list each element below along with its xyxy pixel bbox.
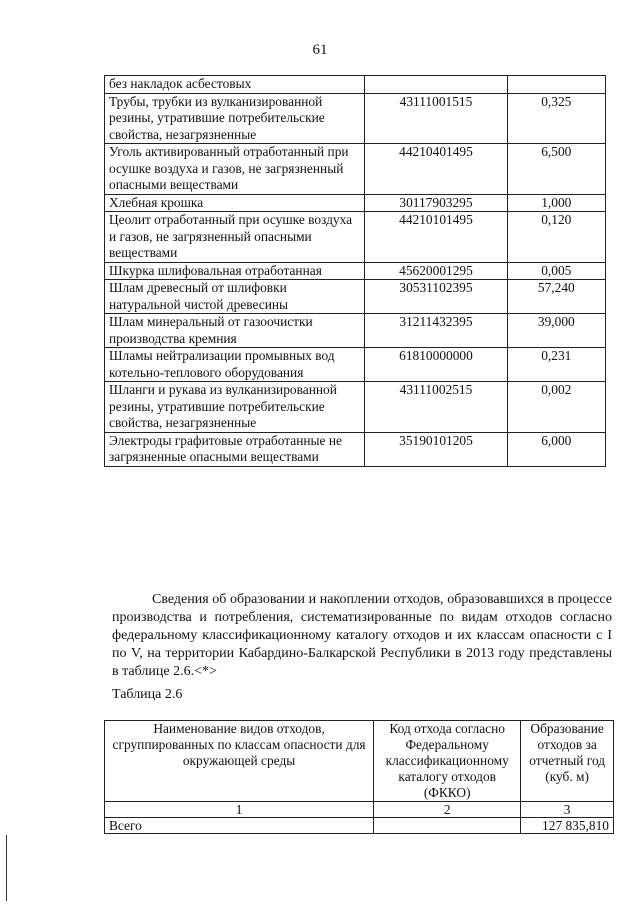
waste-summary-table — [104, 720, 614, 834]
table-row — [105, 348, 606, 382]
waste-name: без накладок асбестовых — [105, 76, 365, 94]
summary-paragraph: Сведения об образовании и накоплении отходов, образовавшихся в процессе производства и потребления, систематизированные по видам отходов согласно федеральному классификационному каталогу отходов и их классам опасности с I по V, на территории Кабардино-Балкарской Республики в 2013 году представлены в таблице 2.6.<*> — [112, 592, 612, 679]
waste-name: Цеолит отработанный при осушке воздуха и газов, не загрязненный опасными веществами — [105, 212, 365, 263]
table-row — [105, 194, 606, 212]
waste-name: Трубы, трубки из вулканизированной резины, утратившие потребительские свойства, незагрязненные — [105, 93, 365, 144]
table-row — [105, 280, 606, 314]
header-waste-types: Наименование видов отходов, сгруппированных по классам опасности для окружающей среды — [105, 721, 374, 802]
waste-amount: 0,005 — [507, 262, 605, 280]
waste-table — [104, 75, 606, 467]
waste-name: Электроды графитовые отработанные не загрязненные опасными веществами — [105, 432, 365, 466]
waste-code: 30531102395 — [365, 280, 507, 314]
waste-code — [365, 76, 507, 94]
table-row — [105, 144, 606, 195]
waste-name: Шламы нейтрализации промывных вод котельно-теплового оборудования — [105, 348, 365, 382]
column-number: 3 — [521, 802, 614, 818]
header-fkko-code: Код отхода согласно Федеральному классификационному каталогу отходов (ФККО) — [374, 721, 521, 802]
waste-amount: 0,231 — [507, 348, 605, 382]
table-row — [105, 76, 606, 94]
total-label: Всего — [105, 818, 374, 834]
waste-amount — [507, 76, 605, 94]
total-code — [374, 818, 521, 834]
waste-name: Шкурка шлифовальная отработанная — [105, 262, 365, 280]
total-row — [105, 818, 614, 834]
column-number: 2 — [374, 802, 521, 818]
waste-name: Хлебная крошка — [105, 194, 365, 212]
table-row — [105, 432, 606, 466]
column-number-row — [105, 802, 614, 818]
header-generation: Образование отходов за отчетный год (куб. м) — [521, 721, 614, 802]
waste-amount: 6,500 — [507, 144, 605, 195]
waste-code: 44210401495 — [365, 144, 507, 195]
table-row — [105, 262, 606, 280]
waste-amount: 0,120 — [507, 212, 605, 263]
waste-table-body — [105, 76, 606, 467]
table-row — [105, 93, 606, 144]
waste-code: 30117903295 — [365, 194, 507, 212]
total-value: 127 835,810 — [521, 818, 614, 834]
waste-code: 43111002515 — [365, 382, 507, 433]
waste-name: Шланги и рукава из вулканизированной резины, утратившие потребительские свойства, незагрязненные — [105, 382, 365, 433]
column-number: 1 — [105, 802, 374, 818]
waste-code: 61810000000 — [365, 348, 507, 382]
waste-name: Уголь активированный отработанный при осушке воздуха и газов, не загрязненный опасными веществами — [105, 144, 365, 195]
waste-name: Шлам минеральный от газоочистки производства кремния — [105, 314, 365, 348]
waste-code: 31211432395 — [365, 314, 507, 348]
table-row — [105, 382, 606, 433]
waste-amount: 57,240 — [507, 280, 605, 314]
table-row — [105, 212, 606, 263]
waste-amount: 39,000 — [507, 314, 605, 348]
waste-code: 44210101495 — [365, 212, 507, 263]
waste-amount: 1,000 — [507, 194, 605, 212]
waste-amount: 6,000 — [507, 432, 605, 466]
waste-code: 43111001515 — [365, 93, 507, 144]
waste-name: Шлам древесный от шлифовки натуральной чистой древесины — [105, 280, 365, 314]
page-number: 61 — [312, 42, 328, 58]
table-row — [105, 314, 606, 348]
header-row — [105, 721, 614, 802]
waste-amount: 0,325 — [507, 93, 605, 144]
waste-amount: 0,002 — [507, 382, 605, 433]
margin-line — [6, 835, 7, 901]
waste-code: 35190101205 — [365, 432, 507, 466]
waste-code: 45620001295 — [365, 262, 507, 280]
table-caption: Таблица 2.6 — [112, 687, 183, 702]
